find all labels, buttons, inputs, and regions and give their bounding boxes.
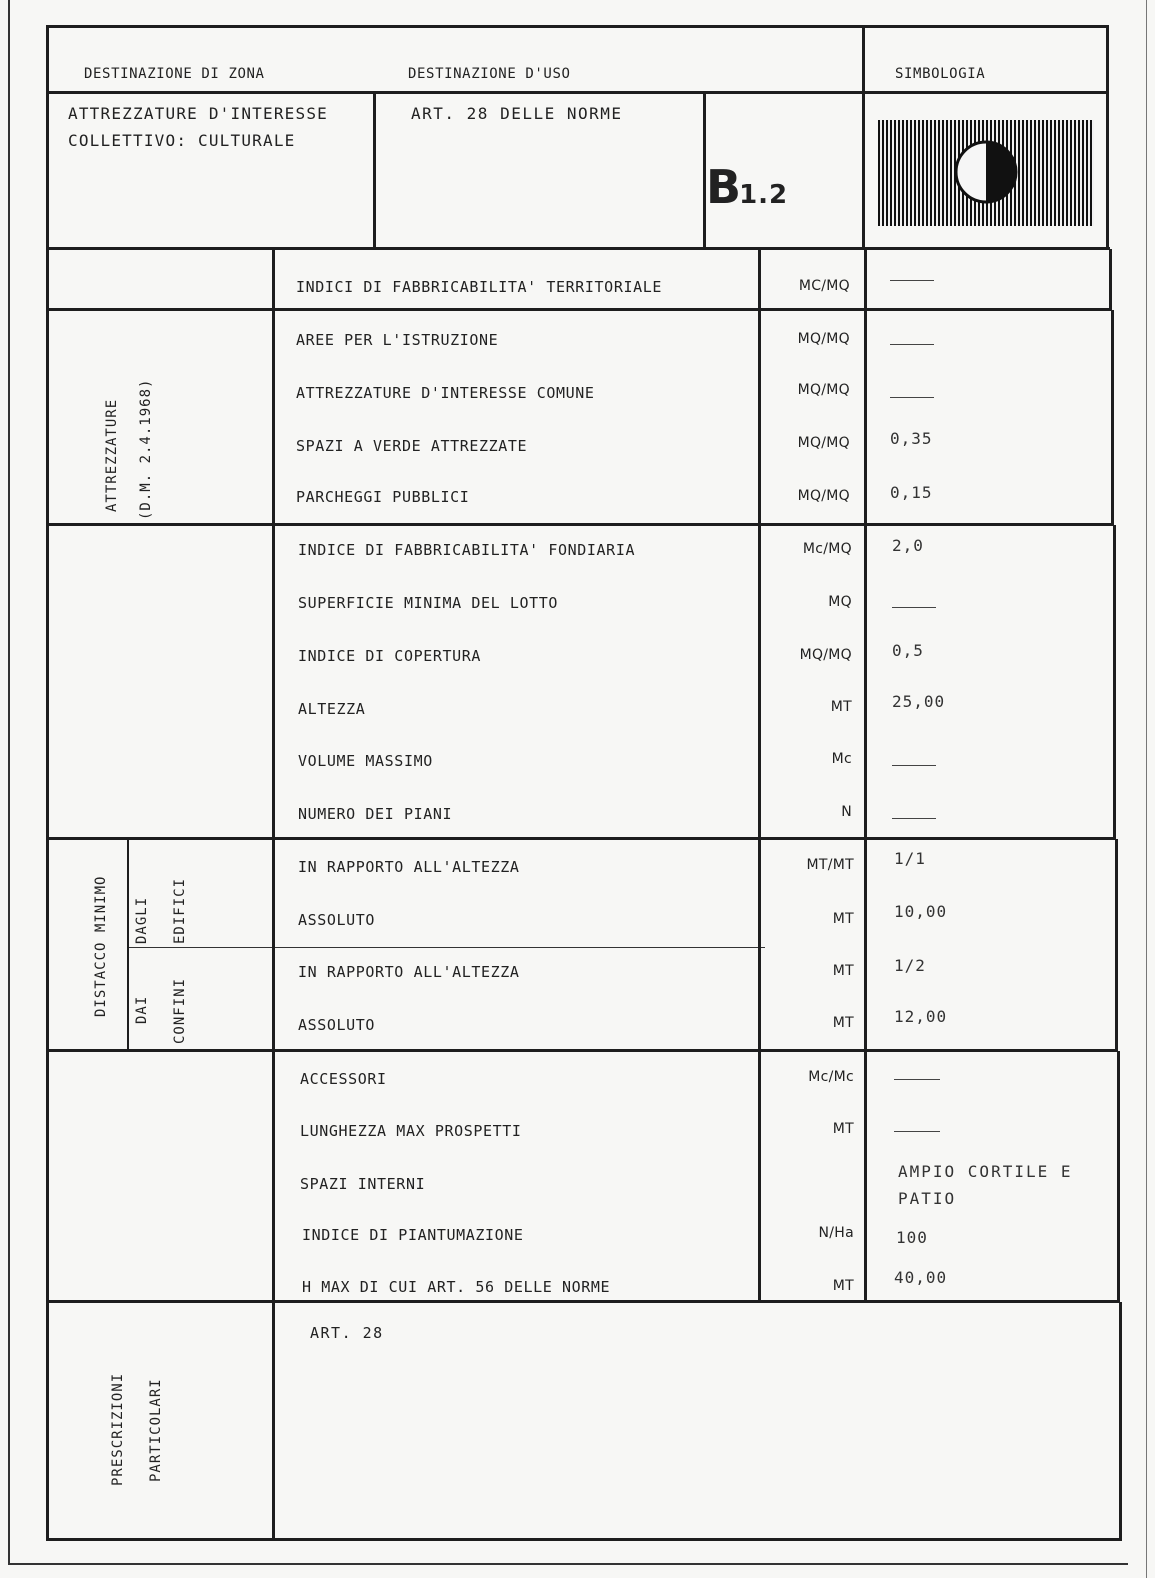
value-fondiaria: 2,0	[892, 536, 924, 555]
value-spazi-interni-line1: AMPIO CORTILE E	[898, 1162, 1073, 1181]
label-parcheggi: PARCHEGGI PUBBLICI	[296, 488, 470, 506]
label-piantumazione: INDICE DI PIANTUMAZIONE	[302, 1226, 524, 1244]
unit-confini-assoluto: MT	[832, 1015, 854, 1031]
zone-code-letter: B	[706, 160, 740, 214]
value-accessori-empty	[894, 1079, 940, 1080]
group-dai-line1: DAI	[134, 995, 150, 1024]
unit-superficie-lotto: MQ	[828, 594, 852, 610]
value-superficie-lotto-empty	[892, 607, 936, 608]
header-destinazione-zona: DESTINAZIONE DI ZONA	[84, 66, 265, 82]
unit-fondiaria: Mc/MQ	[802, 541, 852, 557]
value-column-divider	[864, 249, 867, 1303]
zone-description-line1: ATTREZZATURE D'INTERESSE	[68, 104, 328, 123]
right-border-4	[1115, 839, 1118, 1051]
label-lunghezza: LUNGHEZZA MAX PROSPETTI	[300, 1122, 522, 1140]
page-border-bottom	[8, 1563, 1128, 1565]
group-prescrizioni-line2: PARTICOLARI	[148, 1378, 164, 1482]
header-simbologia: SIMBOLOGIA	[895, 66, 986, 82]
section-rule-5	[46, 1300, 1120, 1303]
group-prescrizioni-line1: PRESCRIZIONI	[110, 1372, 126, 1486]
unit-territoriale: MC/MQ	[798, 278, 850, 294]
value-piantumazione: 100	[896, 1228, 928, 1247]
right-border-5	[1117, 1051, 1120, 1302]
value-h-max: 40,00	[894, 1268, 948, 1287]
label-verde: SPAZI A VERDE ATTREZZATE	[296, 437, 528, 455]
zone-symbol-icon	[878, 120, 1094, 226]
label-confini-assoluto: ASSOLUTO	[298, 1016, 376, 1034]
right-border-2	[1111, 310, 1114, 525]
label-copertura: INDICE DI COPERTURA	[298, 647, 481, 665]
label-spazi-interni: SPAZI INTERNI	[300, 1175, 426, 1193]
distacco-sub-divider	[127, 839, 129, 1051]
symbol-column-divider	[862, 25, 865, 250]
zone-divider-1	[373, 93, 376, 250]
distacco-sub-rule	[128, 947, 765, 948]
value-confini-assoluto: 12,00	[894, 1007, 948, 1026]
label-accessori: ACCESSORI	[300, 1070, 387, 1088]
zone-code	[706, 160, 788, 214]
value-copertura: 0,5	[892, 641, 924, 660]
unit-volume: Mc	[831, 751, 852, 767]
value-istruzione-empty	[890, 344, 934, 345]
unit-interesse-comune: MQ/MQ	[797, 382, 850, 398]
value-confini-rapporto: 1/2	[894, 956, 926, 975]
label-column-divider	[272, 249, 275, 1541]
value-territoriale-empty	[890, 280, 934, 281]
value-altezza: 25,00	[892, 692, 946, 711]
group-attrezzature-line2: (D.M. 2.4.1968)	[138, 378, 154, 520]
section-rule-1	[46, 308, 1112, 311]
label-edifici-rapporto: IN RAPPORTO ALL'ALTEZZA	[298, 858, 520, 876]
value-parcheggi: 0,15	[890, 483, 933, 502]
label-volume: VOLUME MASSIMO	[298, 752, 433, 770]
unit-lunghezza: MT	[832, 1121, 854, 1137]
header-rule	[46, 91, 1108, 94]
value-interesse-comune-empty	[890, 397, 934, 398]
group-dagli-line1: DAGLI	[134, 896, 150, 944]
unit-verde: MQ/MQ	[797, 435, 850, 451]
unit-parcheggi: MQ/MQ	[797, 488, 850, 504]
unit-edifici-rapporto: MT/MT	[806, 857, 854, 873]
prescrizioni-text: ART. 28	[310, 1324, 384, 1342]
unit-h-max: MT	[832, 1278, 854, 1294]
zone-rule	[46, 247, 1110, 250]
value-lunghezza-empty	[894, 1131, 940, 1132]
label-altezza: ALTEZZA	[298, 700, 366, 718]
table-top-border	[46, 25, 1108, 28]
label-edifici-assoluto: ASSOLUTO	[298, 911, 376, 929]
unit-piantumazione: N/Ha	[818, 1225, 854, 1241]
table-bottom-border	[46, 1538, 1122, 1541]
section-rule-3	[46, 837, 1116, 840]
zone-code-number: 1.2	[739, 180, 789, 210]
table-left-border	[46, 25, 49, 1541]
group-dagli-line2: EDIFICI	[172, 877, 188, 944]
page-border-right	[1146, 0, 1147, 1578]
right-border-1	[1109, 249, 1112, 311]
right-border-6	[1119, 1302, 1122, 1541]
label-fondiaria: INDICE DI FABBRICABILITA' FONDIARIA	[298, 541, 636, 559]
right-border-3	[1113, 525, 1116, 839]
value-edifici-assoluto: 10,00	[894, 902, 948, 921]
section-rule-2	[46, 523, 1114, 526]
unit-accessori: Mc/Mc	[808, 1069, 854, 1085]
unit-copertura: MQ/MQ	[799, 647, 852, 663]
label-territoriale: INDICI DI FABBRICABILITA' TERRITORIALE	[296, 278, 662, 296]
unit-column-divider	[758, 249, 761, 1303]
zone-uso: ART. 28 DELLE NORME	[411, 104, 623, 123]
label-istruzione: AREE PER L'ISTRUZIONE	[296, 331, 499, 349]
unit-edifici-assoluto: MT	[832, 911, 854, 927]
group-dai-line2: CONFINI	[172, 977, 188, 1044]
unit-istruzione: MQ/MQ	[797, 331, 850, 347]
value-piani-empty	[892, 818, 936, 819]
value-edifici-rapporto: 1/1	[894, 849, 926, 868]
label-h-max: H MAX DI CUI ART. 56 DELLE NORME	[302, 1278, 611, 1296]
table-right-border-top	[1106, 25, 1109, 250]
header-destinazione-uso: DESTINAZIONE D'USO	[408, 66, 571, 82]
label-piani: NUMERO DEI PIANI	[298, 805, 453, 823]
value-volume-empty	[892, 765, 936, 766]
value-verde: 0,35	[890, 429, 933, 448]
group-distacco: DISTACCO MINIMO	[93, 875, 109, 1017]
label-superficie-lotto: SUPERFICIE MINIMA DEL LOTTO	[298, 594, 559, 612]
zone-description-line2: COLLETTIVO: CULTURALE	[68, 131, 296, 150]
unit-altezza: MT	[830, 699, 852, 715]
section-rule-4	[46, 1049, 1118, 1052]
label-confini-rapporto: IN RAPPORTO ALL'ALTEZZA	[298, 963, 520, 981]
unit-piani: N	[841, 804, 852, 820]
unit-confini-rapporto: MT	[832, 963, 854, 979]
page-border-left	[8, 0, 10, 1565]
label-interesse-comune: ATTREZZATURE D'INTERESSE COMUNE	[296, 384, 595, 402]
group-attrezzature-line1: ATTREZZATURE	[104, 398, 120, 512]
value-spazi-interni-line2: PATIO	[898, 1189, 957, 1208]
